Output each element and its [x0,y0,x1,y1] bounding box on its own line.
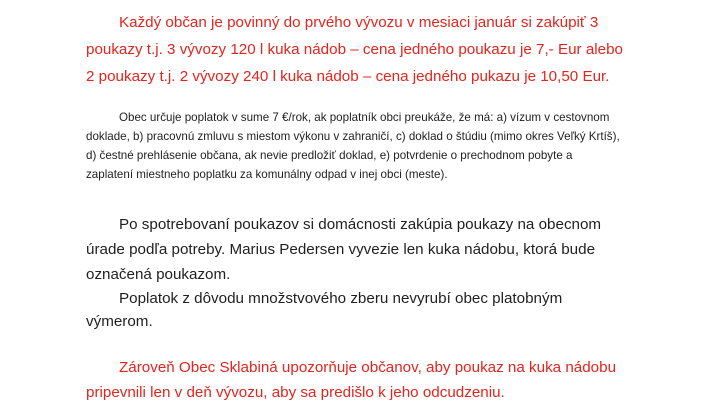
intro-line-2: poukazy t.j. 3 vývozy 120 l kuka nádob – cena jedného poukazu je 7,- Eur alebo [86,41,623,58]
billing-line-1: Poplatok z dôvodu množstvového zberu nevyrubí obec platobným [119,290,563,307]
usage-line-3: označená poukazom. [86,266,231,283]
warning-line-2: pripevnili len v deň vývozu, aby sa predišlo k jeho odcudzeniu. [86,384,505,401]
fee-line-1: Obec určuje poplatok v sume 7 €/rok, ak poplatník obci preukáže, že má: a) vízum v cestovnom [119,111,610,124]
fee-line-2: doklade, b) pracovnú zmluvu s miestom výkonu v zahraničí, c) doklad o štúdiu (mimo okres Veľký Krtíš), [86,130,620,143]
billing-line-2: výmerom. [86,313,153,330]
intro-line-3: 2 poukazy t.j. 2 vývozy 240 l kuka nádob – cena jedného pukazu je 10,50 Eur. [86,68,610,85]
usage-line-2: úrade podľa potreby. Marius Pedersen vyvezie len kuka nádobu, ktorá bude [86,241,596,258]
fee-line-4: zaplatení miestneho poplatku za komunálny odpad v inej obci (meste). [86,168,448,181]
usage-line-1: Po spotrebovaní poukazov si domácnosti zakúpia poukazy na obecnom [119,216,602,233]
intro-line-1: Každý občan je povinný do prvého vývozu v mesiaci január si zakúpiť 3 [119,14,599,31]
fee-line-3: d) čestné prehlásenie občana, ak nevie predložiť doklad, e) potvrdenie o prechodnom pobyte a [86,149,573,162]
warning-line-1: Zároveň Obec Sklabiná upozorňuje občanov, aby poukaz na kuka nádobu [119,359,617,376]
